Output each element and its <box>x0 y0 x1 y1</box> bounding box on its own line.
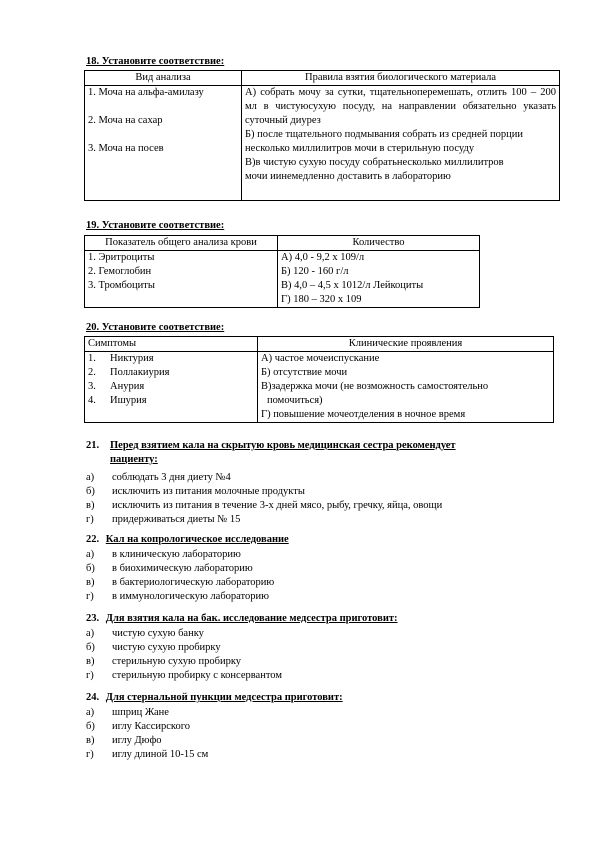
q23-stem-text: Для взятия кала на бак. исследование медсестра приготовит: <box>105 613 398 624</box>
q20-head-left: Симптомы <box>85 337 258 352</box>
q18-right-cell <box>242 86 560 201</box>
option-text: чистую сухую пробирку <box>112 642 221 653</box>
q19-title: 19. Установите соответствие: <box>86 220 225 231</box>
option-letter: а) <box>86 628 95 639</box>
q20-left-num-3: 3. <box>88 381 96 392</box>
q19-right-2: Б) 120 - 160 г/л <box>281 266 349 277</box>
q19-left-1: 1. Эритроциты <box>88 252 155 263</box>
option-letter: а) <box>86 707 95 718</box>
q20-left-num-4: 4. <box>88 395 96 406</box>
q20-left-row-2 <box>88 366 254 380</box>
option-letter: в) <box>86 735 95 746</box>
q20-left-num-2: 2. <box>88 367 96 378</box>
option-text: шприц Жане <box>112 707 169 718</box>
q18-right-3: суточный диурез <box>245 115 321 126</box>
q19-right-cell <box>278 251 480 308</box>
option-letter: б) <box>86 642 95 653</box>
option-text: исключить из питания молочные продукты <box>112 486 305 497</box>
option-letter: б) <box>86 486 95 497</box>
q19-table <box>84 235 480 308</box>
q18-title: 18. Установите соответствие: <box>86 56 225 67</box>
q20-left-num-1: 1. <box>88 353 96 364</box>
q20-left-4: Ишурия <box>110 395 147 406</box>
q18-left-2: 2. Моча на сахар <box>88 115 163 126</box>
option-letter: в) <box>86 577 95 588</box>
option-text: исключить из питания в течение 3-х дней мясо, рыбу, гречку, яйца, овощи <box>112 500 443 511</box>
option-letter: а) <box>86 472 95 483</box>
q18-right-6: В)в чистую сухую посуду собратьнесколько миллилитров <box>245 157 504 168</box>
option-text: иглу Кассирского <box>112 721 190 732</box>
q19-left-3: 3. Тромбоциты <box>88 280 155 291</box>
q20-left-3: Анурия <box>110 381 145 392</box>
option-text: иглу Дюфо <box>112 735 162 746</box>
option-letter: г) <box>86 749 94 760</box>
q20-right-4: помочиться) <box>267 395 323 406</box>
q18-left-cell <box>85 86 242 201</box>
q20-left-2: Поллакиурия <box>110 367 170 378</box>
q20-head-right: Клинические проявления <box>258 337 554 352</box>
q20-right-cell <box>258 352 554 423</box>
q19-head-right: Количество <box>278 236 480 251</box>
q18-right-1: А) собрать мочу за сутки, тщательноперемешать, отлить 100 – 200 <box>245 87 556 98</box>
option-text: соблюдать 3 дня диету №4 <box>112 472 231 483</box>
q20-left-row-3 <box>88 380 254 394</box>
q20-left-row-1 <box>88 352 254 366</box>
q23-stem <box>86 613 398 624</box>
q18-table <box>84 70 560 201</box>
q19-right-1: А) 4,0 - 9,2 х 109/л <box>281 252 365 263</box>
option-letter: б) <box>86 721 95 732</box>
option-letter: в) <box>86 656 95 667</box>
q18-head-right: Правила взятия биологического материала <box>242 71 560 86</box>
q18-right-7: мочи иинемедленно доставить в лабораторию <box>245 171 451 182</box>
q19-right-3: В) 4,0 – 4,5 х 1012/л Лейкоциты <box>281 280 424 291</box>
option-letter: а) <box>86 549 95 560</box>
q24-stem-text: Для стернальной пункции медсестра приготовит: <box>105 692 343 703</box>
option-letter: г) <box>86 514 94 525</box>
option-text: иглу длиной 10-15 см <box>112 749 209 760</box>
option-letter: в) <box>86 500 95 511</box>
option-text: в биохимическую лабораторию <box>112 563 253 574</box>
q22-stem <box>86 534 289 545</box>
q19-head-left: Показатель общего анализа крови <box>85 236 278 251</box>
q22-num: 22. <box>86 534 100 545</box>
q20-table <box>84 336 554 423</box>
q19-left-2: 2. Гемоглобин <box>88 266 152 277</box>
q24-stem <box>86 692 343 703</box>
q23-num: 23. <box>86 613 100 624</box>
q20-left-row-4 <box>88 394 254 408</box>
q20-left-1: Никтурия <box>110 353 154 364</box>
option-text: в иммунологическую лабораторию <box>112 591 269 602</box>
option-text: в бактериологическую лабораторию <box>112 577 275 588</box>
q20-right-2: Б) отсутствие мочи <box>261 367 348 378</box>
q21-stem-line-2: пациенту: <box>110 454 158 465</box>
option-letter: г) <box>86 670 94 681</box>
q19-right-4: Г) 180 – 320 х 109 <box>281 294 362 305</box>
option-letter: б) <box>86 563 95 574</box>
q20-left-cell <box>85 352 258 423</box>
q18-head-left: Вид анализа <box>85 71 242 86</box>
q18-left-3: 3. Моча на посев <box>88 143 164 154</box>
q20-title: 20. Установите соответствие: <box>86 322 225 333</box>
q22-stem-text: Кал на копрологическое исследование <box>105 534 289 545</box>
q20-right-1: А) частое мочеиспускание <box>261 353 380 364</box>
option-text: придерживаться диеты № 15 <box>112 514 241 525</box>
q19-left-cell <box>85 251 278 308</box>
q18-right-2: мл в чистуюсухую посуду, на направлении обязательно указать <box>245 101 556 112</box>
q21-num: 21. <box>86 440 100 451</box>
q20-right-5: Г) повышение мочеотделения в ночное время <box>261 409 466 420</box>
q18-right-4: Б) после тщательного подмывания собрать из средней порции <box>245 129 523 140</box>
q20-right-3: В)задержка мочи (не возможность самостоятельно <box>261 381 489 392</box>
option-text: в клиническую лабораторию <box>112 549 241 560</box>
option-text: стерильную сухую пробирку <box>112 656 242 667</box>
option-letter: г) <box>86 591 94 602</box>
option-text: чистую сухую банку <box>112 628 204 639</box>
q18-right-5: несколько миллилитров мочи в стерильную посуду <box>245 143 475 154</box>
option-text: стерильную пробирку с консервантом <box>112 670 282 681</box>
q18-left-1: 1. Моча на альфа-амилазу <box>88 87 204 98</box>
q24-num: 24. <box>86 692 100 703</box>
q21-stem-line-1: Перед взятием кала на скрытую кровь медицинская сестра рекомендует <box>110 440 456 451</box>
